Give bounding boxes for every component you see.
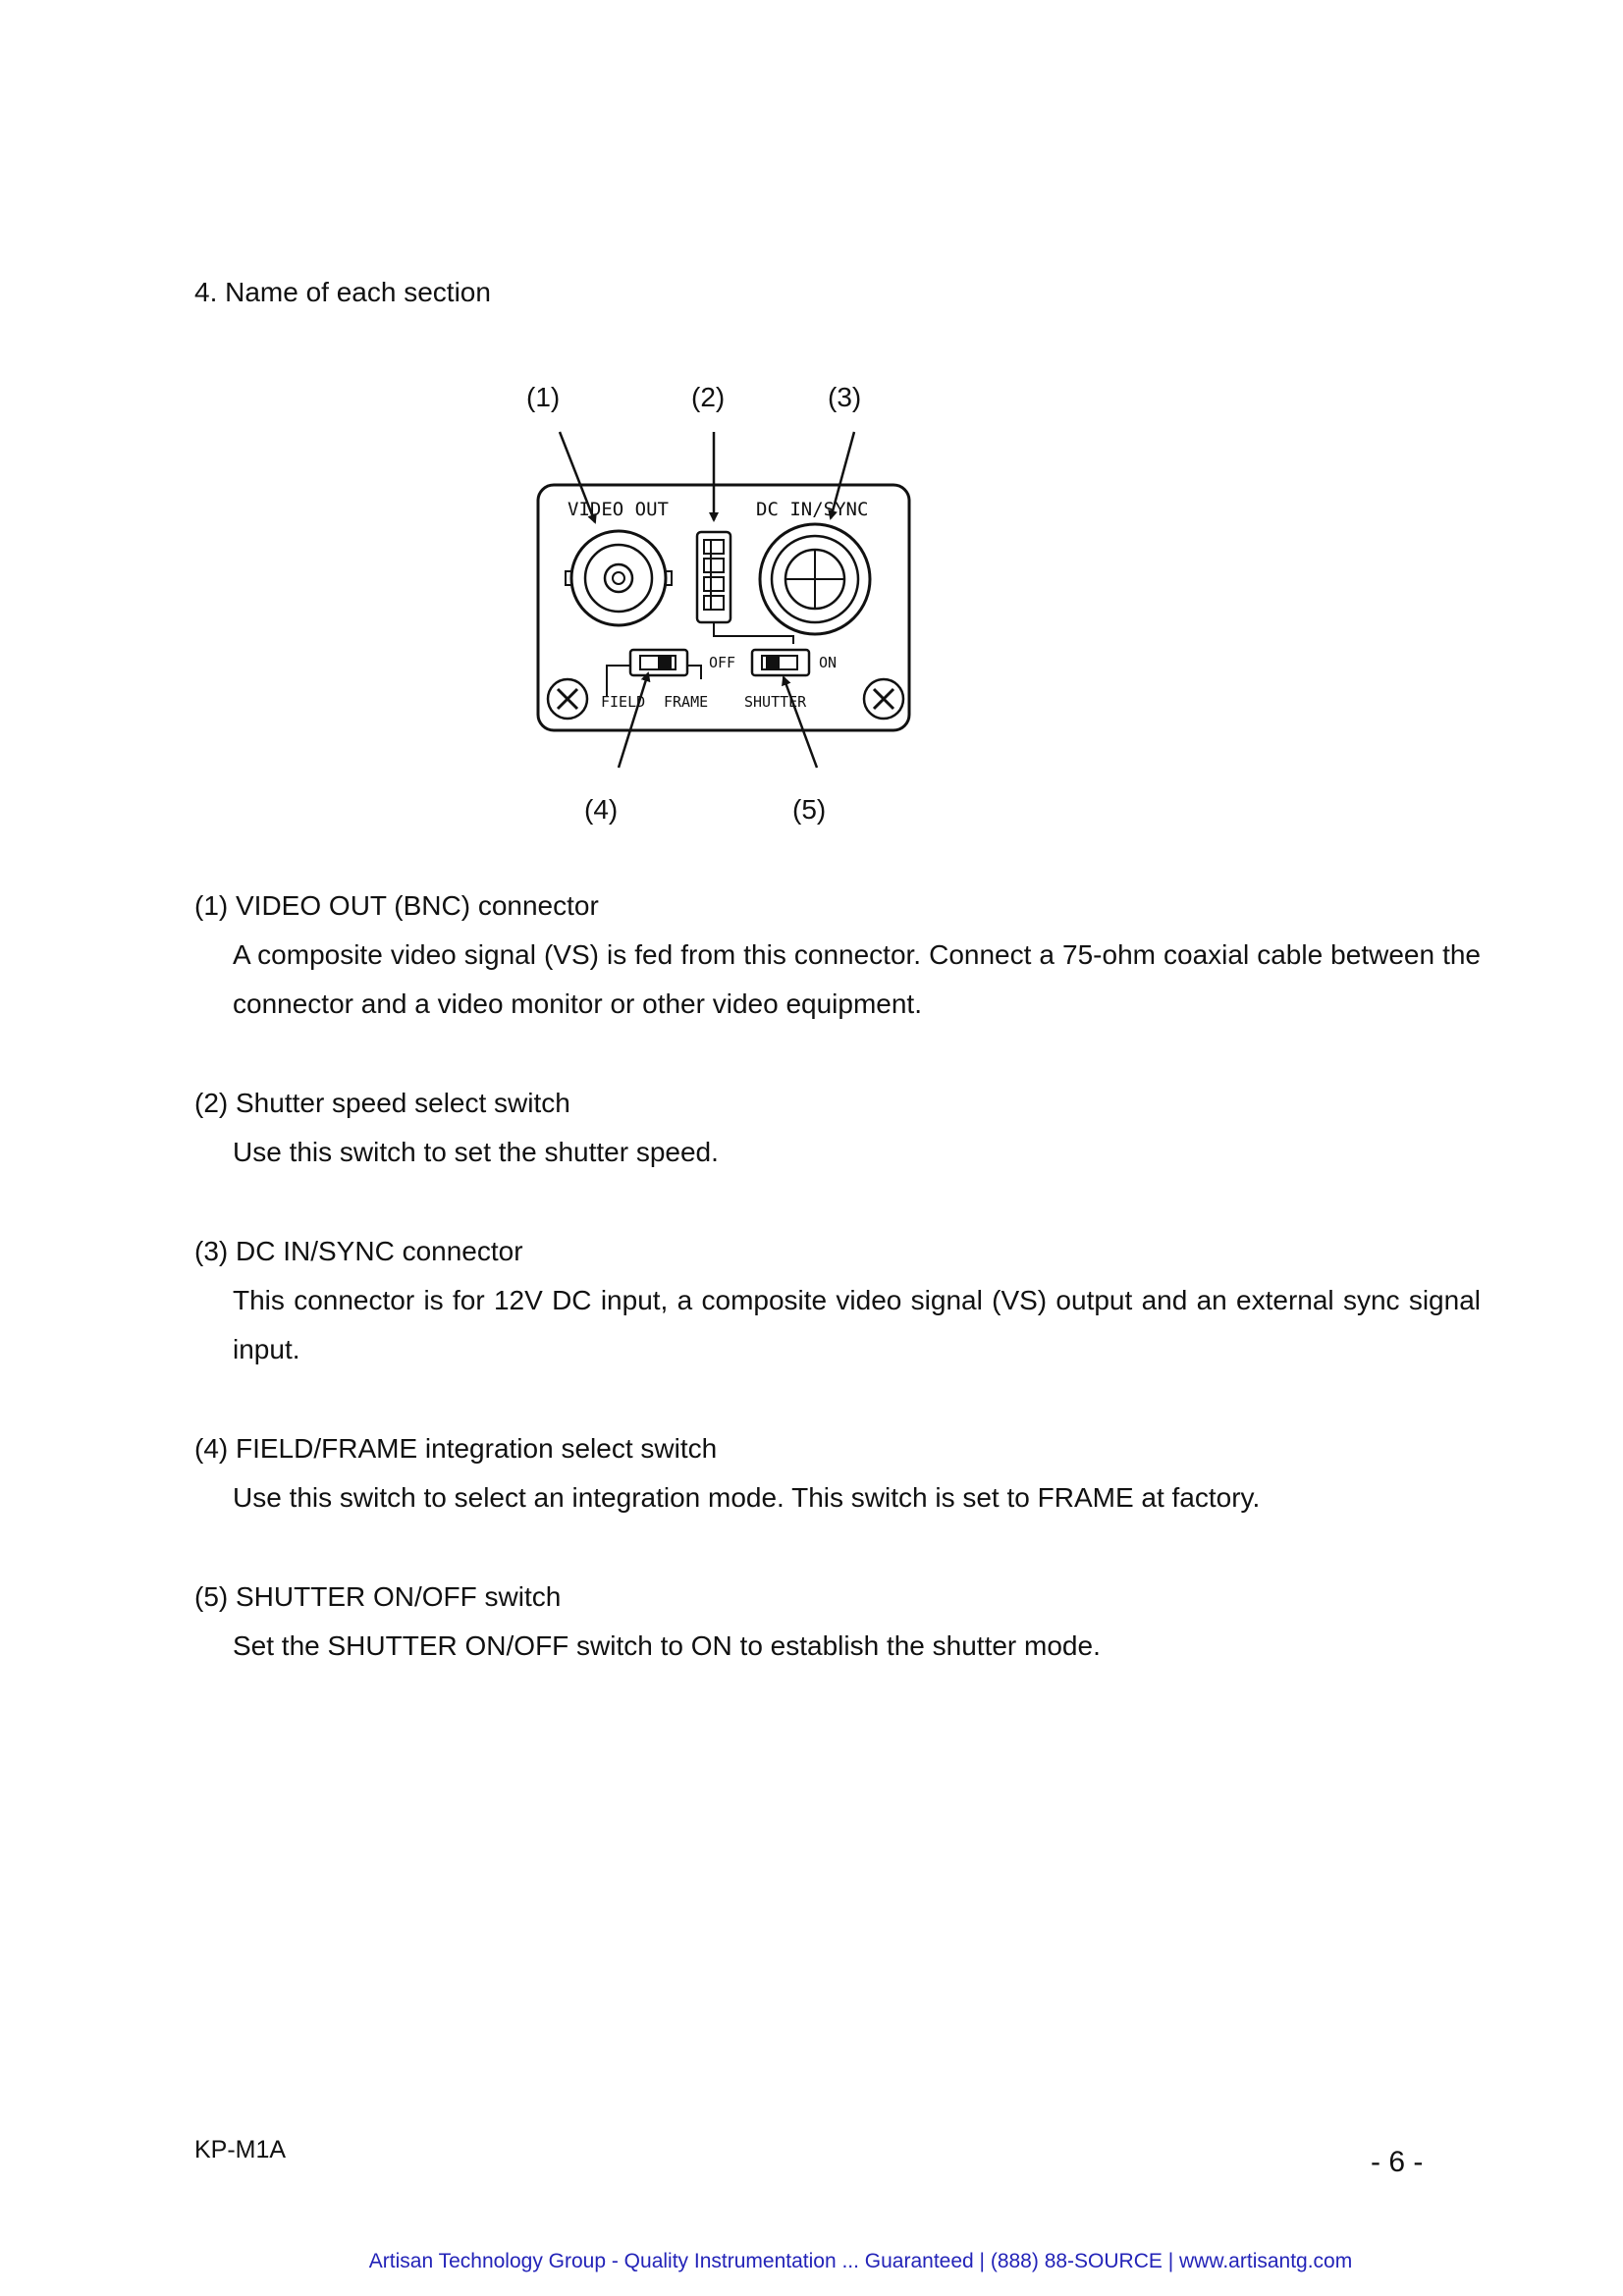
callout-1: (1) [526, 382, 561, 412]
dip-switch-icon [697, 532, 730, 622]
item-video-out [194, 881, 1481, 1029]
item-heading: (2) Shutter speed select switch [194, 1088, 570, 1118]
dc-in-sync-label: DC IN/SYNC [756, 499, 869, 520]
arrow-4 [619, 673, 648, 768]
callout-5: (5) [792, 794, 827, 825]
rear-panel-diagram [491, 373, 943, 834]
item-heading: (1) VIDEO OUT (BNC) connector [194, 890, 599, 921]
off-label: OFF [709, 654, 736, 671]
field-label: FIELD [601, 693, 646, 711]
screw-right-icon [864, 679, 903, 719]
item-shutter-speed [194, 1079, 1481, 1177]
on-label: ON [819, 654, 838, 671]
item-heading: (5) SHUTTER ON/OFF switch [194, 1581, 562, 1612]
item-body: Use this switch to set the shutter speed. [233, 1137, 719, 1167]
shutter-label: SHUTTER [744, 693, 807, 711]
video-out-label: VIDEO OUT [568, 499, 669, 520]
section-title: 4. Name of each section [194, 277, 491, 307]
frame-label: FRAME [664, 693, 709, 711]
item-body: This connector is for 12V DC input, a composite video signal (VS) output and an external sync signal input. [233, 1285, 1481, 1364]
item-field-frame [194, 1424, 1481, 1522]
screw-left-icon [548, 679, 587, 719]
footer-banner[interactable]: Artisan Technology Group - Quality Instrumentation ... Guaranteed | (888) 88-SOURCE | www.artisantg.com [368, 2250, 1353, 2272]
item-body: Use this switch to select an integration mode. This switch is set to FRAME at factory. [233, 1482, 1261, 1513]
item-heading: (4) FIELD/FRAME integration select switch [194, 1433, 718, 1464]
callout-3: (3) [828, 382, 862, 412]
arrow-5 [784, 677, 817, 768]
item-body: A composite video signal (VS) is fed from this connector. Connect a 75-ohm coaxial cable between the connector and a video monitor or other video equipment. [233, 939, 1481, 1019]
footer-model: KP-M1A [194, 2136, 287, 2163]
item-body: Set the SHUTTER ON/OFF switch to ON to establish the shutter mode. [233, 1630, 1101, 1661]
dc-in-sync-connector-icon [760, 524, 870, 634]
bnc-connector-icon [566, 531, 672, 625]
page-number: - 6 - [1371, 2146, 1424, 2178]
item-dc-in-sync [194, 1227, 1481, 1374]
shutter-switch-icon [752, 650, 809, 675]
callout-2: (2) [691, 382, 726, 412]
field-frame-switch-icon [607, 650, 701, 697]
item-heading: (3) DC IN/SYNC connector [194, 1236, 523, 1266]
item-shutter-on-off [194, 1573, 1481, 1671]
callout-4: (4) [584, 794, 619, 825]
